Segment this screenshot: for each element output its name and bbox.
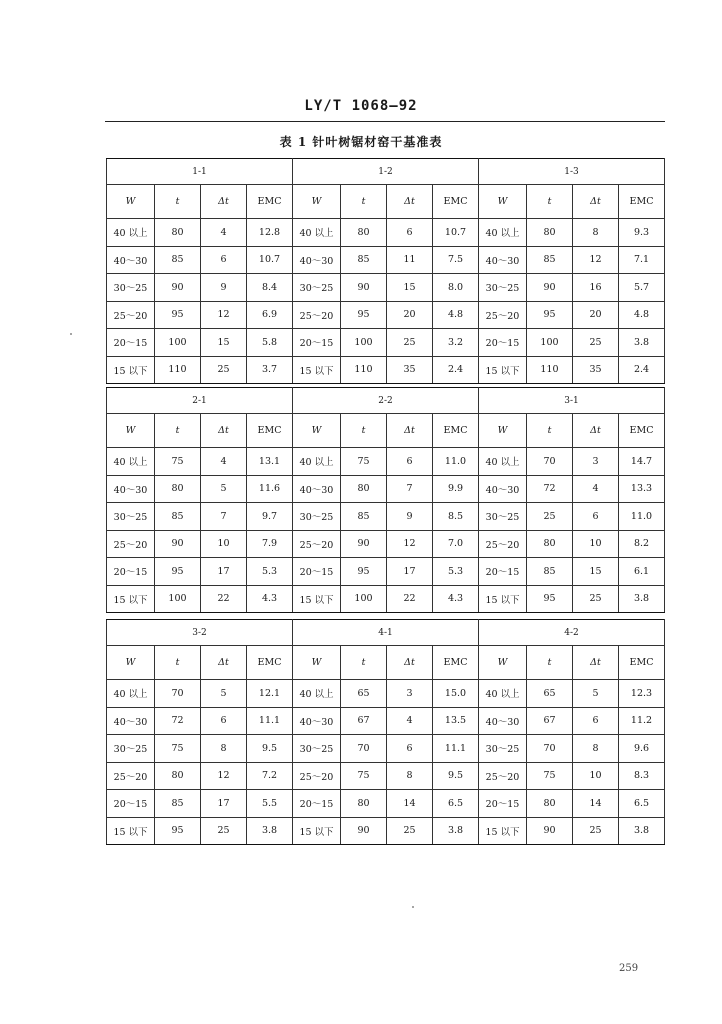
table-row (107, 817, 665, 845)
table-cell: 30～25 (293, 503, 341, 531)
table-cell: 25 (387, 817, 433, 845)
table-cell: 90 (341, 817, 387, 845)
table-cell: 65 (527, 680, 573, 708)
schedule-label: 2-2 (293, 388, 479, 414)
table-cell: 80 (341, 219, 387, 247)
table-cell: 95 (341, 558, 387, 586)
table-cell: 80 (155, 762, 201, 790)
table-cell: 25～20 (293, 301, 341, 329)
table-cell: 25～20 (479, 762, 527, 790)
column-header: t (527, 414, 573, 448)
column-header: t (155, 646, 201, 680)
table-cell: 15 以下 (107, 585, 155, 613)
table-cell: 11.1 (247, 707, 293, 735)
column-header: W (293, 414, 341, 448)
table-cell: 85 (155, 246, 201, 274)
table-cell: 14.7 (619, 448, 665, 476)
table-cell: 90 (341, 274, 387, 302)
table-cell: 85 (527, 246, 573, 274)
table-cell: 9.3 (619, 219, 665, 247)
column-header: t (341, 185, 387, 219)
table-cell: 70 (155, 680, 201, 708)
table-cell: 7.1 (619, 246, 665, 274)
column-header: t (341, 414, 387, 448)
table-cell: 25～20 (293, 530, 341, 558)
table-cell: 12 (201, 301, 247, 329)
schedule-label: 1-1 (107, 159, 293, 185)
table-cell: 10.7 (247, 246, 293, 274)
table-cell: 5 (573, 680, 619, 708)
table-cell: 7.2 (247, 762, 293, 790)
table-cell: 40 以上 (293, 680, 341, 708)
column-header: EMC (433, 646, 479, 680)
column-header-row (107, 185, 665, 219)
table-cell: 11.2 (619, 707, 665, 735)
table-cell: 85 (341, 246, 387, 274)
group-label-row (107, 159, 665, 185)
table-cell: 35 (573, 356, 619, 384)
column-header: Δt (201, 414, 247, 448)
table-cell: 90 (155, 274, 201, 302)
table-cell: 8 (387, 762, 433, 790)
table-cell: 8.5 (433, 503, 479, 531)
table-cell: 80 (341, 475, 387, 503)
table-cell: 75 (527, 762, 573, 790)
table-row (107, 246, 665, 274)
table-cell: 5.3 (433, 558, 479, 586)
table-cell: 40 以上 (107, 219, 155, 247)
schedule-label: 3-2 (107, 620, 293, 646)
schedule-label: 2-1 (107, 388, 293, 414)
table-cell: 3.8 (619, 817, 665, 845)
table-cell: 40 以上 (293, 219, 341, 247)
table-cell: 90 (341, 530, 387, 558)
table-row (107, 274, 665, 302)
table-cell: 72 (527, 475, 573, 503)
table-cell: 20～15 (293, 329, 341, 357)
column-header: t (155, 414, 201, 448)
table-cell: 15 以下 (479, 817, 527, 845)
table-cell: 15 以下 (293, 585, 341, 613)
table-cell: 80 (155, 475, 201, 503)
table-cell: 3.8 (619, 329, 665, 357)
table-cell: 25～20 (107, 530, 155, 558)
table-cell: 40 以上 (107, 680, 155, 708)
table-cell: 4 (201, 448, 247, 476)
table-cell: 4.8 (619, 301, 665, 329)
table-cell: 25～20 (479, 530, 527, 558)
table-cell: 70 (527, 735, 573, 763)
table-cell: 30～25 (479, 274, 527, 302)
table-cell: 4.8 (433, 301, 479, 329)
column-header: EMC (619, 414, 665, 448)
table-cell: 90 (527, 817, 573, 845)
table-cell: 100 (155, 585, 201, 613)
table-cell: 25 (527, 503, 573, 531)
table-cell: 16 (573, 274, 619, 302)
table-cell: 25～20 (107, 762, 155, 790)
table-cell: 40～30 (479, 246, 527, 274)
table-cell: 8 (201, 735, 247, 763)
table-cell: 6 (387, 448, 433, 476)
table-cell: 25 (201, 817, 247, 845)
table-row (107, 301, 665, 329)
table-cell: 25 (387, 329, 433, 357)
table-cell: 100 (527, 329, 573, 357)
column-header: W (293, 185, 341, 219)
table-cell: 25～20 (107, 301, 155, 329)
table-cell: 95 (341, 301, 387, 329)
table-cell: 75 (155, 735, 201, 763)
table-cell: 11.0 (433, 448, 479, 476)
table-cell: 6 (201, 707, 247, 735)
scan-speck (412, 906, 414, 908)
table-cell: 8.4 (247, 274, 293, 302)
schedule-block-2 (106, 387, 665, 613)
table-cell: 7 (387, 475, 433, 503)
table-cell: 65 (341, 680, 387, 708)
table-cell: 110 (341, 356, 387, 384)
table-row (107, 219, 665, 247)
table-cell: 6 (387, 219, 433, 247)
table-cell: 30～25 (293, 274, 341, 302)
table-cell: 3.8 (619, 585, 665, 613)
table-cell: 30～25 (107, 274, 155, 302)
table-cell: 40～30 (479, 475, 527, 503)
table-cell: 3.7 (247, 356, 293, 384)
table-cell: 80 (527, 530, 573, 558)
table-cell: 67 (341, 707, 387, 735)
table-cell: 15 (387, 274, 433, 302)
group-label-row (107, 620, 665, 646)
table-cell: 90 (527, 274, 573, 302)
table-cell: 7.5 (433, 246, 479, 274)
table-cell: 9 (387, 503, 433, 531)
table-cell: 15 以下 (107, 817, 155, 845)
standard-code: LY/T 1068—92 (304, 98, 418, 114)
table-cell: 4 (573, 475, 619, 503)
table-cell: 95 (527, 585, 573, 613)
column-header: Δt (573, 414, 619, 448)
page-number: 259 (619, 963, 639, 974)
table-cell: 70 (341, 735, 387, 763)
column-header: W (107, 646, 155, 680)
table-cell: 25 (573, 329, 619, 357)
column-header: W (479, 185, 527, 219)
table-cell: 7.9 (247, 530, 293, 558)
column-header: Δt (573, 185, 619, 219)
column-header: t (527, 185, 573, 219)
table-cell: 40～30 (293, 246, 341, 274)
column-header: t (341, 646, 387, 680)
table-cell: 9.5 (433, 762, 479, 790)
table-cell: 100 (341, 585, 387, 613)
column-header: W (107, 185, 155, 219)
table-cell: 7.0 (433, 530, 479, 558)
schedule-label: 4-2 (479, 620, 665, 646)
column-header: EMC (247, 414, 293, 448)
table-cell: 13.5 (433, 707, 479, 735)
column-header: Δt (201, 185, 247, 219)
table-cell: 17 (387, 558, 433, 586)
table-cell: 5 (201, 475, 247, 503)
table-row (107, 680, 665, 708)
table-cell: 15 以下 (107, 356, 155, 384)
table-cell: 110 (527, 356, 573, 384)
table-cell: 6 (573, 707, 619, 735)
table-cell: 67 (527, 707, 573, 735)
table-row (107, 356, 665, 384)
table-cell: 11.6 (247, 475, 293, 503)
table-cell: 8.0 (433, 274, 479, 302)
table-cell: 30～25 (107, 735, 155, 763)
table-cell: 40 以上 (479, 219, 527, 247)
table-cell: 30～25 (479, 735, 527, 763)
table-cell: 95 (155, 301, 201, 329)
table-cell: 8 (573, 735, 619, 763)
schedule-label: 4-1 (293, 620, 479, 646)
table-cell: 6 (201, 246, 247, 274)
table-cell: 40 以上 (479, 448, 527, 476)
table-cell: 80 (527, 219, 573, 247)
table-cell: 5.8 (247, 329, 293, 357)
column-header: W (479, 646, 527, 680)
table-cell: 95 (155, 817, 201, 845)
schedule-label: 3-1 (479, 388, 665, 414)
table-cell: 85 (341, 503, 387, 531)
table-cell: 40～30 (107, 246, 155, 274)
table-cell: 5.3 (247, 558, 293, 586)
table-cell: 6 (573, 503, 619, 531)
table-cell: 11 (387, 246, 433, 274)
table-cell: 9.6 (619, 735, 665, 763)
table-row (107, 790, 665, 818)
table-cell: 15 以下 (293, 356, 341, 384)
table-cell: 110 (155, 356, 201, 384)
table-cell: 5.7 (619, 274, 665, 302)
column-header: EMC (247, 646, 293, 680)
table-cell: 10 (573, 530, 619, 558)
group-label-row (107, 388, 665, 414)
table-row (107, 329, 665, 357)
table-cell: 6 (387, 735, 433, 763)
table-cell: 4 (201, 219, 247, 247)
table-cell: 20 (387, 301, 433, 329)
table-cell: 80 (341, 790, 387, 818)
table-row (107, 762, 665, 790)
table-cell: 14 (573, 790, 619, 818)
table-cell: 5.5 (247, 790, 293, 818)
column-header: W (293, 646, 341, 680)
table-cell: 12 (201, 762, 247, 790)
table-cell: 2.4 (619, 356, 665, 384)
table-row (107, 585, 665, 613)
table-cell: 8.3 (619, 762, 665, 790)
table-cell: 75 (341, 448, 387, 476)
table-cell: 22 (201, 585, 247, 613)
table-cell: 40 以上 (479, 680, 527, 708)
column-header: W (479, 414, 527, 448)
column-header: EMC (247, 185, 293, 219)
table-cell: 5 (201, 680, 247, 708)
table-cell: 13.1 (247, 448, 293, 476)
table-cell: 10 (573, 762, 619, 790)
table-cell: 20～15 (479, 790, 527, 818)
column-header-row (107, 414, 665, 448)
table-cell: 3.2 (433, 329, 479, 357)
table-cell: 20～15 (479, 558, 527, 586)
table-cell: 9.7 (247, 503, 293, 531)
table-cell: 15 (573, 558, 619, 586)
table-cell: 10 (201, 530, 247, 558)
schedule-label: 1-2 (293, 159, 479, 185)
column-header: Δt (573, 646, 619, 680)
table-row (107, 735, 665, 763)
table-cell: 12 (573, 246, 619, 274)
table-cell: 30～25 (293, 735, 341, 763)
table-cell: 40～30 (107, 707, 155, 735)
table-cell: 10.7 (433, 219, 479, 247)
table-cell: 25 (573, 817, 619, 845)
scan-speck (70, 333, 72, 335)
table-cell: 9.5 (247, 735, 293, 763)
table-cell: 3.8 (247, 817, 293, 845)
column-header-row (107, 646, 665, 680)
table-cell: 95 (155, 558, 201, 586)
table-cell: 8 (573, 219, 619, 247)
column-header: Δt (201, 646, 247, 680)
table-cell: 6.1 (619, 558, 665, 586)
table-cell: 8.2 (619, 530, 665, 558)
table-cell: 13.3 (619, 475, 665, 503)
table-cell: 7 (201, 503, 247, 531)
table-cell: 25 (201, 356, 247, 384)
table-cell: 80 (155, 219, 201, 247)
table-cell: 20～15 (107, 329, 155, 357)
table-cell: 85 (155, 503, 201, 531)
table-cell: 3 (573, 448, 619, 476)
table-cell: 90 (155, 530, 201, 558)
table-cell: 40～30 (479, 707, 527, 735)
table-cell: 75 (155, 448, 201, 476)
table-cell: 72 (155, 707, 201, 735)
table-cell: 12 (387, 530, 433, 558)
table-cell: 6.9 (247, 301, 293, 329)
table-cell: 100 (155, 329, 201, 357)
table-cell: 40 以上 (107, 448, 155, 476)
table-cell: 15 以下 (479, 356, 527, 384)
column-header: EMC (619, 646, 665, 680)
table-cell: 4.3 (247, 585, 293, 613)
header-rule (105, 121, 665, 122)
table-cell: 75 (341, 762, 387, 790)
table-cell: 9.9 (433, 475, 479, 503)
table-cell: 80 (527, 790, 573, 818)
table-row (107, 707, 665, 735)
table-cell: 20～15 (293, 558, 341, 586)
table-cell: 14 (387, 790, 433, 818)
table-cell: 20～15 (107, 558, 155, 586)
table-cell: 15.0 (433, 680, 479, 708)
table-cell: 25 (573, 585, 619, 613)
column-header: t (527, 646, 573, 680)
table-cell: 3 (387, 680, 433, 708)
table-cell: 4.3 (433, 585, 479, 613)
table-cell: 20～15 (107, 790, 155, 818)
table-cell: 40 以上 (293, 448, 341, 476)
table-cell: 12.1 (247, 680, 293, 708)
table-cell: 40～30 (293, 707, 341, 735)
table-cell: 22 (387, 585, 433, 613)
table-cell: 9 (201, 274, 247, 302)
table-cell: 100 (341, 329, 387, 357)
table-cell: 85 (155, 790, 201, 818)
table-cell: 25～20 (293, 762, 341, 790)
table-cell: 15 (201, 329, 247, 357)
schedule-label: 1-3 (479, 159, 665, 185)
table-cell: 17 (201, 790, 247, 818)
table-cell: 6.5 (619, 790, 665, 818)
table-cell: 11.1 (433, 735, 479, 763)
table-caption: 表 1 针叶树锯材窑干基准表 (279, 135, 443, 149)
table-cell: 95 (527, 301, 573, 329)
table-cell: 17 (201, 558, 247, 586)
column-header: EMC (433, 185, 479, 219)
column-header: W (107, 414, 155, 448)
table-cell: 11.0 (619, 503, 665, 531)
column-header: EMC (619, 185, 665, 219)
table-cell: 20～15 (293, 790, 341, 818)
table-cell: 3.8 (433, 817, 479, 845)
table-cell: 12.3 (619, 680, 665, 708)
table-row (107, 475, 665, 503)
column-header: Δt (387, 646, 433, 680)
table-cell: 40～30 (293, 475, 341, 503)
table-cell: 70 (527, 448, 573, 476)
column-header: Δt (387, 185, 433, 219)
table-cell: 30～25 (107, 503, 155, 531)
table-row (107, 503, 665, 531)
table-row (107, 530, 665, 558)
table-cell: 15 以下 (293, 817, 341, 845)
table-row (107, 558, 665, 586)
schedule-block-3 (106, 619, 665, 845)
table-cell: 6.5 (433, 790, 479, 818)
table-cell: 15 以下 (479, 585, 527, 613)
table-cell: 12.8 (247, 219, 293, 247)
table-cell: 4 (387, 707, 433, 735)
table-cell: 20 (573, 301, 619, 329)
column-header: Δt (387, 414, 433, 448)
table-row (107, 448, 665, 476)
column-header: EMC (433, 414, 479, 448)
table-cell: 2.4 (433, 356, 479, 384)
table-cell: 85 (527, 558, 573, 586)
schedule-block-1 (106, 158, 665, 384)
table-cell: 35 (387, 356, 433, 384)
table-cell: 20～15 (479, 329, 527, 357)
table-cell: 25～20 (479, 301, 527, 329)
table-cell: 30～25 (479, 503, 527, 531)
table-cell: 40～30 (107, 475, 155, 503)
column-header: t (155, 185, 201, 219)
